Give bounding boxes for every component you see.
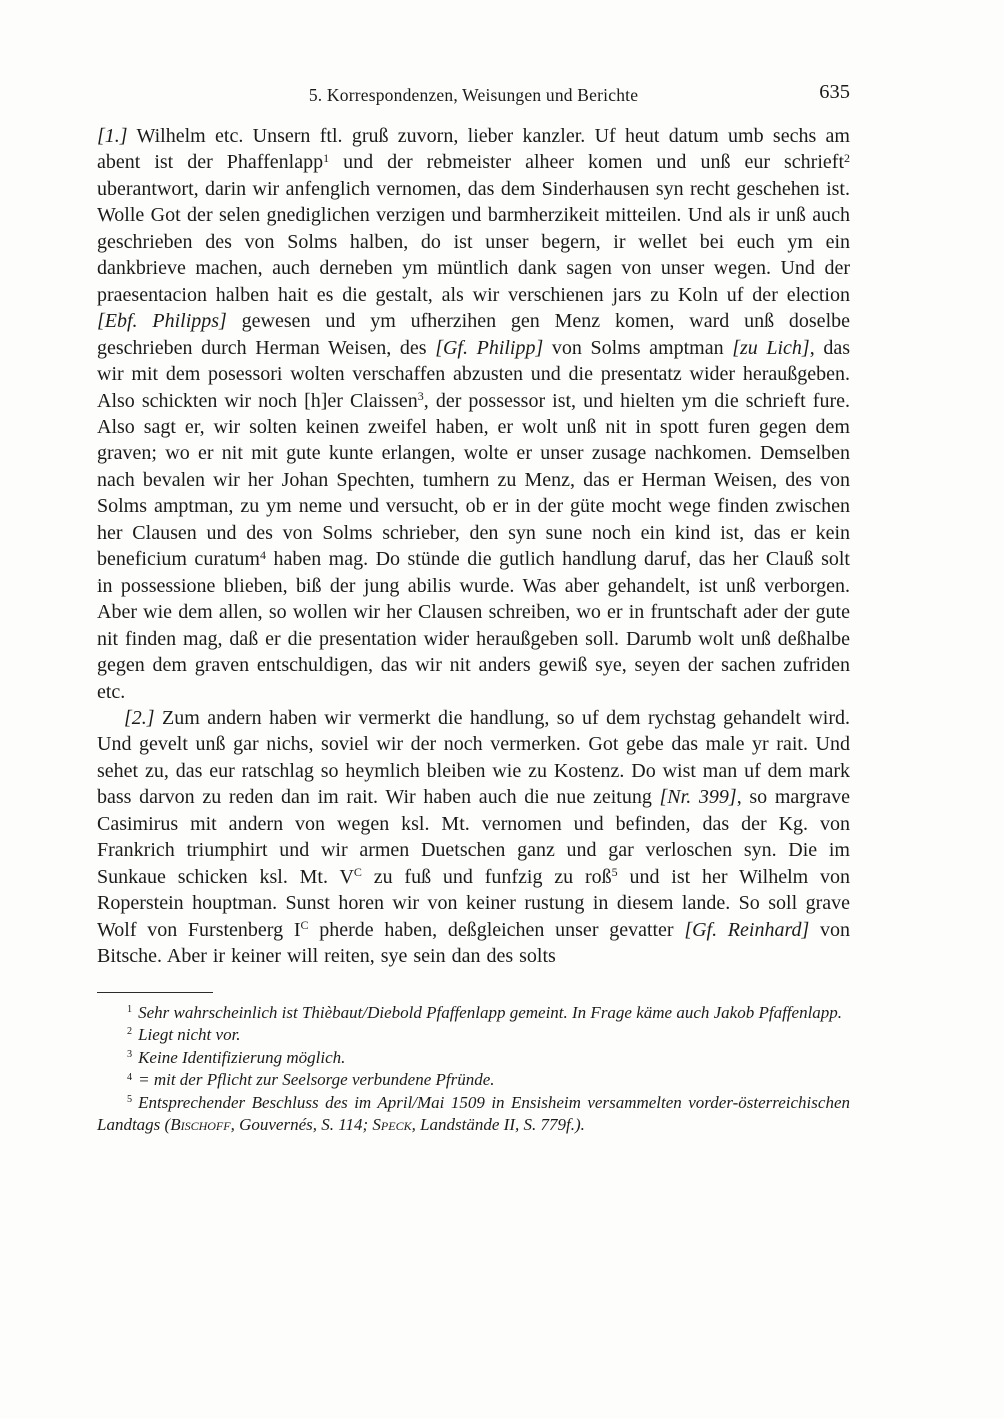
footnote-ref: 5	[611, 865, 618, 880]
text-run: [Ebf. Philipps]	[97, 310, 227, 333]
text-run: und ist her Wilhelm von Roperstein houptman. Sunst horen wir von keiner rustung in diesem lande. So soll grave Wolf von Furstenberg I	[97, 865, 851, 941]
text-run: [Nr. 399]	[659, 786, 737, 809]
text-run: , Landstände II, S. 779f.).	[411, 1115, 585, 1135]
text-run: und der rebmeister alheer komen und unß eur schrieft	[329, 151, 844, 174]
text-run: pherde haben, deßgleichen unser gevatter	[308, 918, 685, 941]
footnote	[97, 1069, 850, 1092]
paragraph	[97, 123, 850, 705]
text-run: = mit der Pflicht zur Seelsorge verbundene Pfründe.	[138, 1070, 495, 1090]
text-run: uberantwort, darin wir anfenglich vernomen, das dem Sinderhausen syn recht geschehen ist. Wolle Got der selen gnediglichen verzigen und barmherzikeit mitteilen. Und als ir unß auch geschrieben des von Solms halben, do ist unser begern, ir wellet bei euch ym ein dankbrieve machen, auch derneben ym müntlich dank sagen von unser wegen. Und der praesentacion halben hait es die gestalt, als wir verschienen jars zu Koln uf der election	[97, 177, 850, 306]
footnotes-section	[97, 1002, 850, 1138]
running-header	[97, 81, 850, 106]
text-run: von Solms amptman	[543, 336, 733, 359]
text-run: [Gf. Philipp]	[435, 336, 544, 359]
footnote-separator	[97, 992, 213, 993]
text-run: Zum andern haben wir vermerkt die handlung, so uf dem rychstag gehandelt wird. Und gevelt unß gar nichs, soviel wir der noch vermerken. Got gebe das male yr rait. Und sehet zu, das eur ratschlag so heymlich bleiben wie zu Kostenz. Do wist man uf dem mark bass darvon zu reden dan im rait. Wir haben auch die nue zeitung	[97, 706, 850, 809]
text-run: Speck	[372, 1115, 412, 1135]
chapter-header: 5. Korrespondenzen, Weisungen und Berichte	[308, 85, 639, 105]
main-text	[97, 123, 850, 970]
text-run: haben mag. Do stünde die gutlich handlung daruf, das her Clauß solt in possessione blieben, biß der jung abilis wurde. Was aber gehandelt, ist unß verborgen. Aber wie dem allen, so wollen wir her Clausen schreiben, wo er in fruntschaft ader der gute nit finden mag, daß er die presentation wider heraußgeben soll. Darumb wolt unß deßhalbe gegen dem graven entschuldigen, das wir nit anders gewiß sye, seyen der sachen zufriden etc.	[97, 548, 850, 703]
text-run: Wilhelm etc. Unsern ftl. gruß zuvorn, lieber kanzler. Uf heut datum umb sechs am abent ist der Phaffenlapp	[97, 125, 850, 174]
footnote-number: 3	[127, 1049, 133, 1061]
text-block	[97, 81, 851, 1137]
footnote-ref: 2	[844, 150, 850, 165]
superscript: C	[353, 865, 362, 880]
text-run: Entsprechender Beschluss des im April/Mai 1509 in Ensisheim versammelten vorder-österreichischen Landtags (	[97, 1092, 850, 1135]
text-run: , Gouvernés, S. 114;	[230, 1115, 373, 1135]
text-run: Liegt nicht vor.	[138, 1025, 241, 1045]
footnote-number: 4	[127, 1071, 133, 1083]
text-run: [zu Lich]	[732, 336, 810, 359]
footnote-number: 1	[127, 1003, 133, 1015]
text-run: Bischoff	[170, 1115, 231, 1135]
text-run: [Gf. Reinhard]	[684, 918, 810, 941]
text-run: Keine Identifizierung möglich.	[138, 1047, 346, 1067]
text-run: gewesen und ym ufherzihen gen Menz komen, ward unß doselbe geschrieben durch Herman Weisen, des	[97, 310, 850, 359]
text-run: zu fuß und funfzig zu roß	[361, 865, 612, 888]
superscript: C	[300, 918, 309, 932]
text-run: , der possessor ist, und hielten ym die schrieft fure. Also sagt er, wir solten keinen zweifel haben, er wolt unß nit in spott furen gegen dem graven; wo er nit mit gute kunte erlangen, wolte er unser zusage nachkomen. Demselben nach bevalen wir her Johan Spechten, tumhern zu Menz, das er Herman Weisen, des von Solms amptman, zu ym neme und versucht, ob er in der güte mocht wege finden zwischen her Clausen und des von Solms schrieber, den syn sune noch ein kind ist, das er kein beneficium curatum	[97, 389, 850, 571]
footnote	[97, 1092, 850, 1137]
footnote-ref: 4	[259, 547, 266, 562]
footnote-ref: 1	[323, 150, 330, 165]
text-run: [2.]	[124, 706, 155, 729]
footnote-number: 5	[127, 1094, 133, 1106]
footnote-number: 2	[127, 1026, 133, 1038]
text-run: , das wir mit dem posessori wolten verschaffen abzusten und die presentatz wider heraußgeben. Also schickten wir noch [h]er Claissen	[97, 336, 850, 412]
text-run: von Bitsche. Aber ir keiner will reiten, sye sein dan des solts	[97, 918, 851, 968]
text-run: [1.]	[97, 125, 128, 147]
footnote-ref: 3	[417, 388, 424, 403]
footnote	[97, 1024, 850, 1047]
footnote	[97, 1002, 850, 1025]
paragraph	[97, 705, 850, 970]
text-run: , so margrave Casimirus mit andern von wegen ksl. Mt. vernomen und befinden, das der Kg. von Frankrich triumphirt und wir armen Duetschen ganz und gar verloschen syn. Die im Sunkaue schicken ksl. Mt. V	[97, 786, 850, 888]
footnote	[97, 1047, 850, 1070]
page-number: 635	[819, 81, 850, 103]
text-run: Sehr wahrscheinlich ist Thièbaut/Diebold Pfaffenlapp gemeint. In Frage käme auch Jakob Pfaffenlapp.	[138, 1002, 843, 1022]
